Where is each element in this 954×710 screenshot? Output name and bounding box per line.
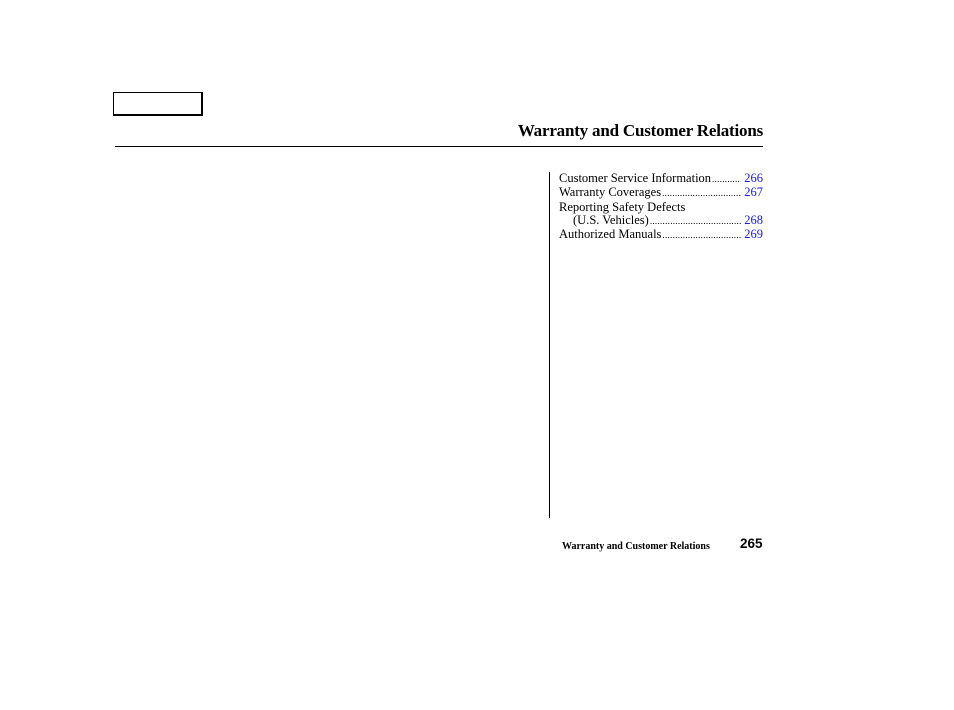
section-title: Warranty and Customer Relations bbox=[517, 121, 763, 140]
toc-entry-authorized-manuals[interactable] bbox=[559, 228, 763, 242]
toc-entry-reporting-safety-defects bbox=[559, 201, 763, 214]
toc-page-link[interactable]: 267 bbox=[744, 186, 763, 200]
column-divider bbox=[549, 172, 550, 518]
title-divider bbox=[115, 146, 763, 147]
toc-entry-label: Authorized Manuals bbox=[559, 228, 662, 242]
toc-dot-leader bbox=[662, 187, 741, 200]
toc-entry-customer-service[interactable] bbox=[559, 172, 763, 186]
toc-dot-leader bbox=[712, 173, 741, 186]
footer-title: Warranty and Customer Relations bbox=[562, 541, 710, 552]
table-of-contents bbox=[559, 172, 763, 242]
toc-page-link[interactable]: 268 bbox=[744, 213, 763, 227]
page-number: 265 bbox=[740, 536, 763, 551]
toc-entry-label: Warranty Coverages bbox=[559, 186, 662, 200]
toc-page-link[interactable]: 269 bbox=[744, 228, 763, 242]
toc-entry-label: Customer Service Information bbox=[559, 172, 712, 185]
toc-entry-us-vehicles[interactable] bbox=[559, 214, 763, 228]
toc-dot-leader bbox=[662, 229, 741, 242]
toc-page-link[interactable]: 266 bbox=[744, 172, 763, 185]
toc-dot-leader bbox=[650, 215, 741, 228]
toc-entry-warranty-coverages[interactable] bbox=[559, 186, 763, 200]
toc-entry-label: Reporting Safety Defects bbox=[559, 200, 686, 214]
toc-entry-label: (U.S. Vehicles) bbox=[573, 213, 649, 227]
navigation-box bbox=[113, 92, 203, 116]
